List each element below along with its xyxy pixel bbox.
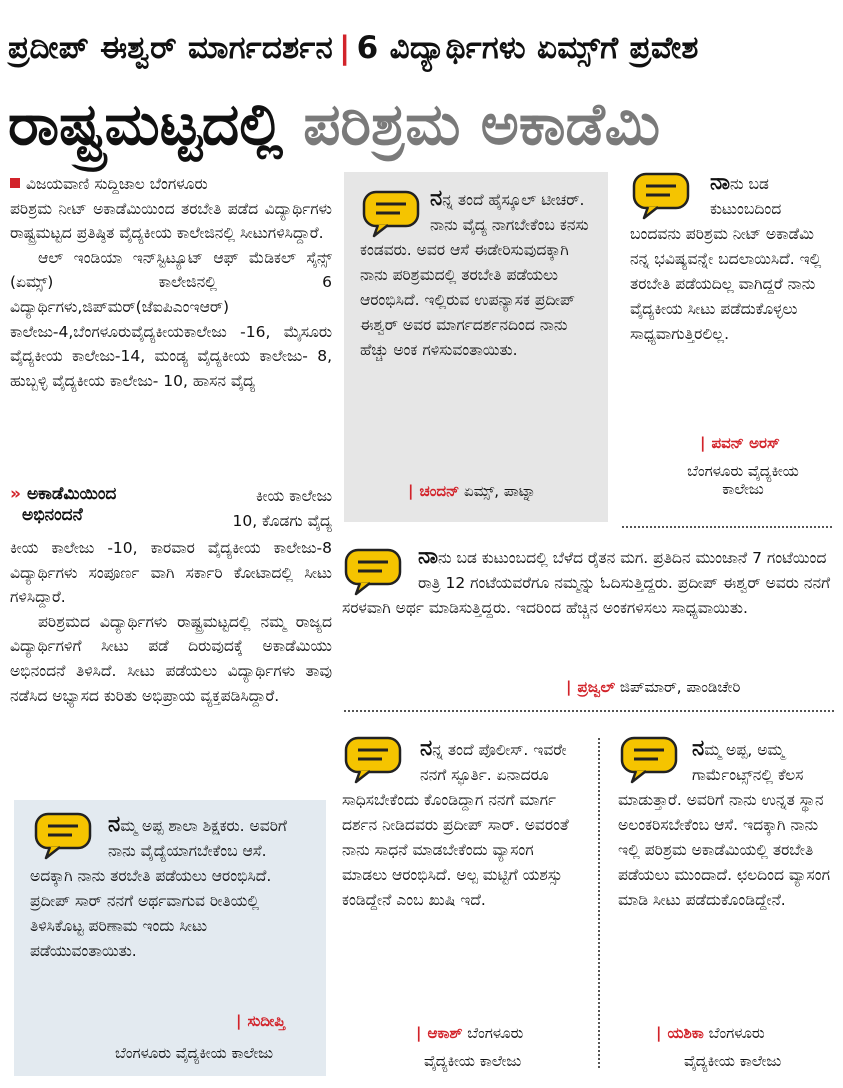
headline-black: ರಾಷ್ಟ್ರಮಟ್ಟದಲ್ಲಿ <box>8 90 284 158</box>
blurb-chandan-place: ಏಮ್ಸ್, ಪಾಟ್ನಾ <box>464 482 536 500</box>
kicker-separator: | <box>339 30 351 66</box>
dateline: ವಿಜಯವಾಣಿ ಸುದ್ದಿಜಾಲ ಬೆಂಗಳೂರು <box>26 175 208 193</box>
blurb-sudeepthi-signature: | ಸುದೀಪ್ತಿ <box>236 1012 286 1030</box>
blurb-yashika-name: ಯಶಿಕಾ <box>667 1024 704 1042</box>
blurb-akash-place-1: ಬೆಂಗಳೂರು <box>467 1024 524 1042</box>
article-wrap-lines <box>198 484 332 533</box>
article-paragraph-2a: ಆಲ್ ಇಂಡಿಯಾ ಇನ್‌ಸ್ಟಿಟ್ಯೂಟ್ ಆಫ್ ಮೆಡಿಕಲ್ ಸೈನ್ಸ್ (ಏಮ್ಸ್) ಕಾಲೇಜಿನಲ್ಲಿ 6 ವಿದ್ಯಾರ್ಥಿಗಳು,ಜಿಪ್‌ಮರ್(ಜೆಐಪಿಎಂಇಆರ್) ಕಾಲೇಜು-4,ಬೆಂಗಳೂರುವೈದ್ಯಕೀಯಕಾಲೇಜು -16, ಮೈಸೂರು ವೈದ್ಯಕೀಯ ಕಾಲೇಜು-14, ಮಂಡ್ಯ ವೈದ್ಯಕೀಯ ಕಾಲೇಜು- 8, ಹುಬ್ಬಳ್ಳಿ ವೈದ್ಯಕೀಯ ಕಾಲೇಜು- 10, ಹಾಸನ ವೈದ್ಯ <box>10 248 332 390</box>
blurb-pavan-dropcap: ನಾ <box>710 170 730 195</box>
article-paragraph-3: ಪರಿಶ್ರಮದ ವಿದ್ಯಾರ್ಥಿಗಳು ರಾಷ್ಟ್ರಮಟ್ಟದಲ್ಲಿ ನಮ್ಮ ರಾಜ್ಯದ ವಿದ್ಯಾರ್ಥಿಗಳಿಗೆ ಸೀಟು ಪಡೆ ದಿರುವುದಕ್ಕೆ ಅಕಾಡೆಮಿಯು ಅಭಿನಂದನೆ ತಿಳಿಸಿದೆ. ಸೀಟು ಪಡೆಯಲು ವಿದ್ಯಾರ್ಥಿಗಳು ತಾವು ನಡೆಸಿದ ಅಭ್ಯಾಸದ ಕುರಿತು ಅಭಿಪ್ರಾಯ ವ್ಯಕ್ತಪಡಿಸಿದ್ದಾರೆ. <box>10 612 332 705</box>
blurb-sudeepthi-place: ಬೆಂಗಳೂರು ವೈದ್ಯಕೀಯ ಕಾಲೇಜು <box>114 1044 274 1062</box>
pull-quote-arrow-icon: » <box>10 484 21 504</box>
blurb-pavan-place <box>660 462 826 498</box>
article-wrap-line-1: ಕೀಯ ಕಾಲೇಜು <box>255 487 332 505</box>
kicker-line <box>8 30 838 67</box>
kicker-right: 6 ವಿದ್ಯಾರ್ಥಿಗಳು ಏಮ್ಸ್‌ಗೆ ಪ್ರವೇಶ <box>356 30 699 66</box>
blurb-akash-text: ನ್ನ ತಂದೆ ಪೊಲೀಸ್. ಇವರೇ ನನಗೆ ಸ್ಫೂರ್ತಿ. ಏನಾದರೂ ಸಾಧಿಸಬೇಕೆಂದು ಕೊಂಡಿದ್ದಾಗ ನನಗೆ ಮಾರ್ಗ ದರ್ಶನ ನೀಡಿದವರು ಪ್ರದೀಪ್ ಸಾರ್. ಅವರಂತೆ ನಾನು ಸಾಧನೆ ಮಾಡಬೇಕೆಂದು ವ್ಯಾಸಂಗ ಮಾಡಲು ಆರಂಭಿಸಿದೆ. ಅಲ್ಪ ಮಟ್ಟಿಗೆ ಯಶಸ್ಸು ಕಂಡಿದ್ದೇನೆ ಎಂಬ ಖುಷಿ ಇದೆ. <box>342 741 569 909</box>
blurb-prajwal-text: ನು ಬಡ ಕುಟುಂಬದಲ್ಲಿ ಬೆಳೆದ ರೈತನ ಮಗ. ಪ್ರತಿದಿನ ಮುಂಜಾನೆ 7 ಗಂಟೆಯಿಂದ ರಾತ್ರಿ 12 ಗಂಟೆಯವರೆಗೂ ನಮ್ಮನ್ನು ಓದಿಸುತ್ತಿದ್ದರು. ಪ್ರದೀಪ್ ಈಶ್ವರ್ ಅವರು ನನಗೆ ಸರಳವಾಗಿ ಅರ್ಥ ಮಾಡಿಸುತ್ತಿದ್ದರು. ಇದರಿಂದ ಹೆಚ್ಚಿನ ಅಂಕಗಳಿಸಲು ಸಾಧ್ಯವಾಯಿತು. <box>342 549 831 617</box>
divider <box>598 738 600 1068</box>
article-top <box>10 172 332 393</box>
blurb-chandan <box>360 186 596 363</box>
blurb-yashika-signature: | ಯಶಿಕಾ ಬೆಂಗಳೂರು <box>656 1024 765 1042</box>
blurb-sudeepthi-name: ಸುದೀಪ್ತಿ <box>247 1012 286 1030</box>
blurb-yashika-dropcap: ನ <box>692 736 705 761</box>
blurb-chandan-signature: | ಚಂದನ್ ಏಮ್ಸ್, ಪಾಟ್ನಾ <box>408 482 536 500</box>
blurb-pavan-text: ನು ಬಡ ಕುಟುಂಬದಿಂದ ಬಂದವನು ಪರಿಶ್ರಮ ನೀಟ್ ಅಕಾಡೆಮಿ ನನ್ನ ಭವಿಷ್ಯವನ್ನೇ ಬದಲಾಯಿಸಿದೆ. ಇಲ್ಲಿ ತರಬೇತಿ ಪಡೆಯದಿಲ್ಲ ವಾಗಿದ್ದರೆ ನಾನು ವೈದ್ಯಕೀಯ ಸೀಟು ಪಡೆದುಕೊಳ್ಳಲು ಸಾಧ್ಯವಾಗುತ್ತಿರಲಿಲ್ಲ. <box>630 175 822 343</box>
blurb-akash-signature: | ಆಕಾಶ್ ಬೆಂಗಳೂರು <box>416 1024 524 1042</box>
blurb-sudeepthi <box>30 812 314 964</box>
blurb-sudeepthi-text: ಮ್ಮ ಅಪ್ಪ ಶಾಲಾ ಶಿಕ್ಷಕರು. ಅವರಿಗೆ ನಾನು ವೈದ್ಯೆಯಾಗಬೇಕೆಂಬ ಆಸೆ. ಅದಕ್ಕಾಗಿ ನಾನು ತರಬೇತಿ ಪಡೆಯಲು ಆರಂಭಿಸಿದೆ. ಪ್ರದೀಪ್ ಸಾರ್ ನನಗೆ ಅರ್ಥವಾಗುವ ರೀತಿಯಲ್ಲಿ ತಿಳಿಸಿಕೊಟ್ಟ ಪರಿಣಾಮ ಇಂದು ಸೀಟು ಪಡೆಯುವಂತಾಯಿತು. <box>30 817 287 960</box>
blurb-pavan-place-2: ಕಾಲೇಜು <box>722 480 764 498</box>
blurb-akash-place-2: ವೈದ್ಯಕೀಯ ಕಾಲೇಜು <box>424 1052 522 1070</box>
pull-quote-line-1: ಅಕಾಡೆಮಿಯಿಂದ <box>26 484 117 504</box>
blurb-akash <box>342 736 582 913</box>
blurb-chandan-name: ಚಂದನ್ <box>419 482 460 500</box>
article-bottom <box>10 536 332 708</box>
dateline-paragraph <box>10 172 332 197</box>
blurb-chandan-dropcap: ನ <box>430 186 443 211</box>
blurb-pavan <box>630 170 830 347</box>
blurb-prajwal-name: ಪ್ರಜ್ವಲ್ <box>577 678 616 696</box>
blurb-yashika-place-2: ವೈದ್ಯಕೀಯ ಕಾಲೇಜು <box>684 1052 782 1070</box>
kicker-left: ಪ್ರದೀಪ್ ಈಶ್ವರ್ ಮಾರ್ಗದರ್ಶನ <box>8 30 334 66</box>
blurb-pavan-name: ಪವನ್ ಅರಸ್ <box>711 434 780 452</box>
divider <box>622 526 832 528</box>
pull-quote-line-2: ಅಭಿನಂದನೆ <box>22 505 83 525</box>
red-square-icon <box>10 178 20 188</box>
headline-grey: ಪರಿಶ್ರಮ ಅಕಾಡೆಮಿ <box>303 90 661 158</box>
blurb-prajwal-signature: | ಪ್ರಜ್ವಲ್ ಜಿಪ್‌ಮಾರ್, ಪಾಂಡಿಚೇರಿ <box>566 678 741 696</box>
blurb-akash-dropcap: ನ <box>420 736 433 761</box>
blurb-chandan-text: ನ್ನ ತಂದೆ ಹೈಸ್ಕೂಲ್ ಟೀಚರ್. ನಾನು ವೈದ್ಯ ನಾಗಬೇಕೆಂಬ ಕನಸು ಕಂಡವರು. ಅವರ ಆಸೆ ಈಡೇರಿಸುವುದಕ್ಕಾಗಿ ನಾನು ಪರಿಶ್ರಮದಲ್ಲಿ ತರಬೇತಿ ಪಡೆಯಲು ಆರಂಭಿಸಿದೆ. ಇಲ್ಲಿರುವ ಉಪನ್ಯಾಸಕ ಪ್ರದೀಪ್ ಈಶ್ವರ್ ಅವರ ಮಾರ್ಗದರ್ಶನದಿಂದ ನಾನು ಹೆಚ್ಚು ಅಂಕ ಗಳಿಸುವಂತಾಯಿತು. <box>360 191 589 359</box>
divider <box>344 710 834 712</box>
blurb-yashika <box>618 736 830 913</box>
blurb-pavan-place-1: ಬೆಂಗಳೂರು ವೈದ್ಯಕೀಯ <box>687 462 799 480</box>
article-wrap-line-2: 10, ಕೊಡಗು ವೈದ್ಯ <box>232 511 332 530</box>
blurb-pavan-signature: | ಪವನ್ ಅರಸ್ <box>700 434 780 452</box>
blurb-yashika-place-1: ಬೆಂಗಳೂರು <box>708 1024 765 1042</box>
headline <box>8 84 838 164</box>
blurb-prajwal <box>342 544 832 621</box>
article-paragraph-1: ಪರಿಶ್ರಮ ನೀಟ್ ಅಕಾಡೆಮಿಯಿಂದ ತರಬೇತಿ ಪಡೆದ ವಿದ್ಯಾರ್ಥಿಗಳು ರಾಷ್ಟ್ರಮಟ್ಟದ ಪ್ರತಿಷ್ಠಿತ ವೈದ್ಯಕೀಯ ಕಾಲೇಜಿನಲ್ಲಿ ಸೀಟುಗಳಿಸಿದ್ದಾರೆ. <box>10 199 332 243</box>
blurb-akash-name: ಆಕಾಶ್ <box>427 1024 463 1042</box>
article-paragraph-2c: ಕೀಯ ಕಾಲೇಜು -10, ಕಾರವಾರ ವೈದ್ಯಕೀಯ ಕಾಲೇಜು-8 ವಿದ್ಯಾರ್ಥಿಗಳು ಸಂಪೂರ್ಣ ವಾಗಿ ಸರ್ಕಾರಿ ಕೋಟಾದಲ್ಲಿ ಸೀಟು ಗಳಿಸಿದ್ದಾರೆ. <box>10 539 332 607</box>
blurb-yashika-text: ಮ್ಮ ಅಪ್ಪ, ಅಮ್ಮ ಗಾರ್ಮೆಂಟ್ಸ್‌ನಲ್ಲಿ ಕೆಲಸ ಮಾಡುತ್ತಾರೆ. ಅವರಿಗೆ ನಾನು ಉನ್ನತ ಸ್ಥಾನ ಅಲಂಕರಿಸಬೇಕೆಂಬ ಆಸೆ. ಇದಕ್ಕಾಗಿ ನಾನು ಇಲ್ಲಿ ಪರಿಶ್ರಮ ಅಕಾಡೆಮಿಯಲ್ಲಿ ತರಬೇತಿ ಪಡೆಯಲು ಮುಂದಾದೆ. ಛಲದಿಂದ ವ್ಯಾಸಂಗ ಮಾಡಿ ಸೀಟು ಪಡೆದುಕೊಂಡಿದ್ದೇನೆ. <box>618 741 830 909</box>
blurb-prajwal-dropcap: ನಾ <box>418 544 438 569</box>
blurb-sudeepthi-dropcap: ನ <box>108 812 121 837</box>
pull-quote <box>10 484 200 526</box>
blurb-prajwal-place: ಜಿಪ್‌ಮಾರ್, ಪಾಂಡಿಚೇರಿ <box>619 678 741 696</box>
